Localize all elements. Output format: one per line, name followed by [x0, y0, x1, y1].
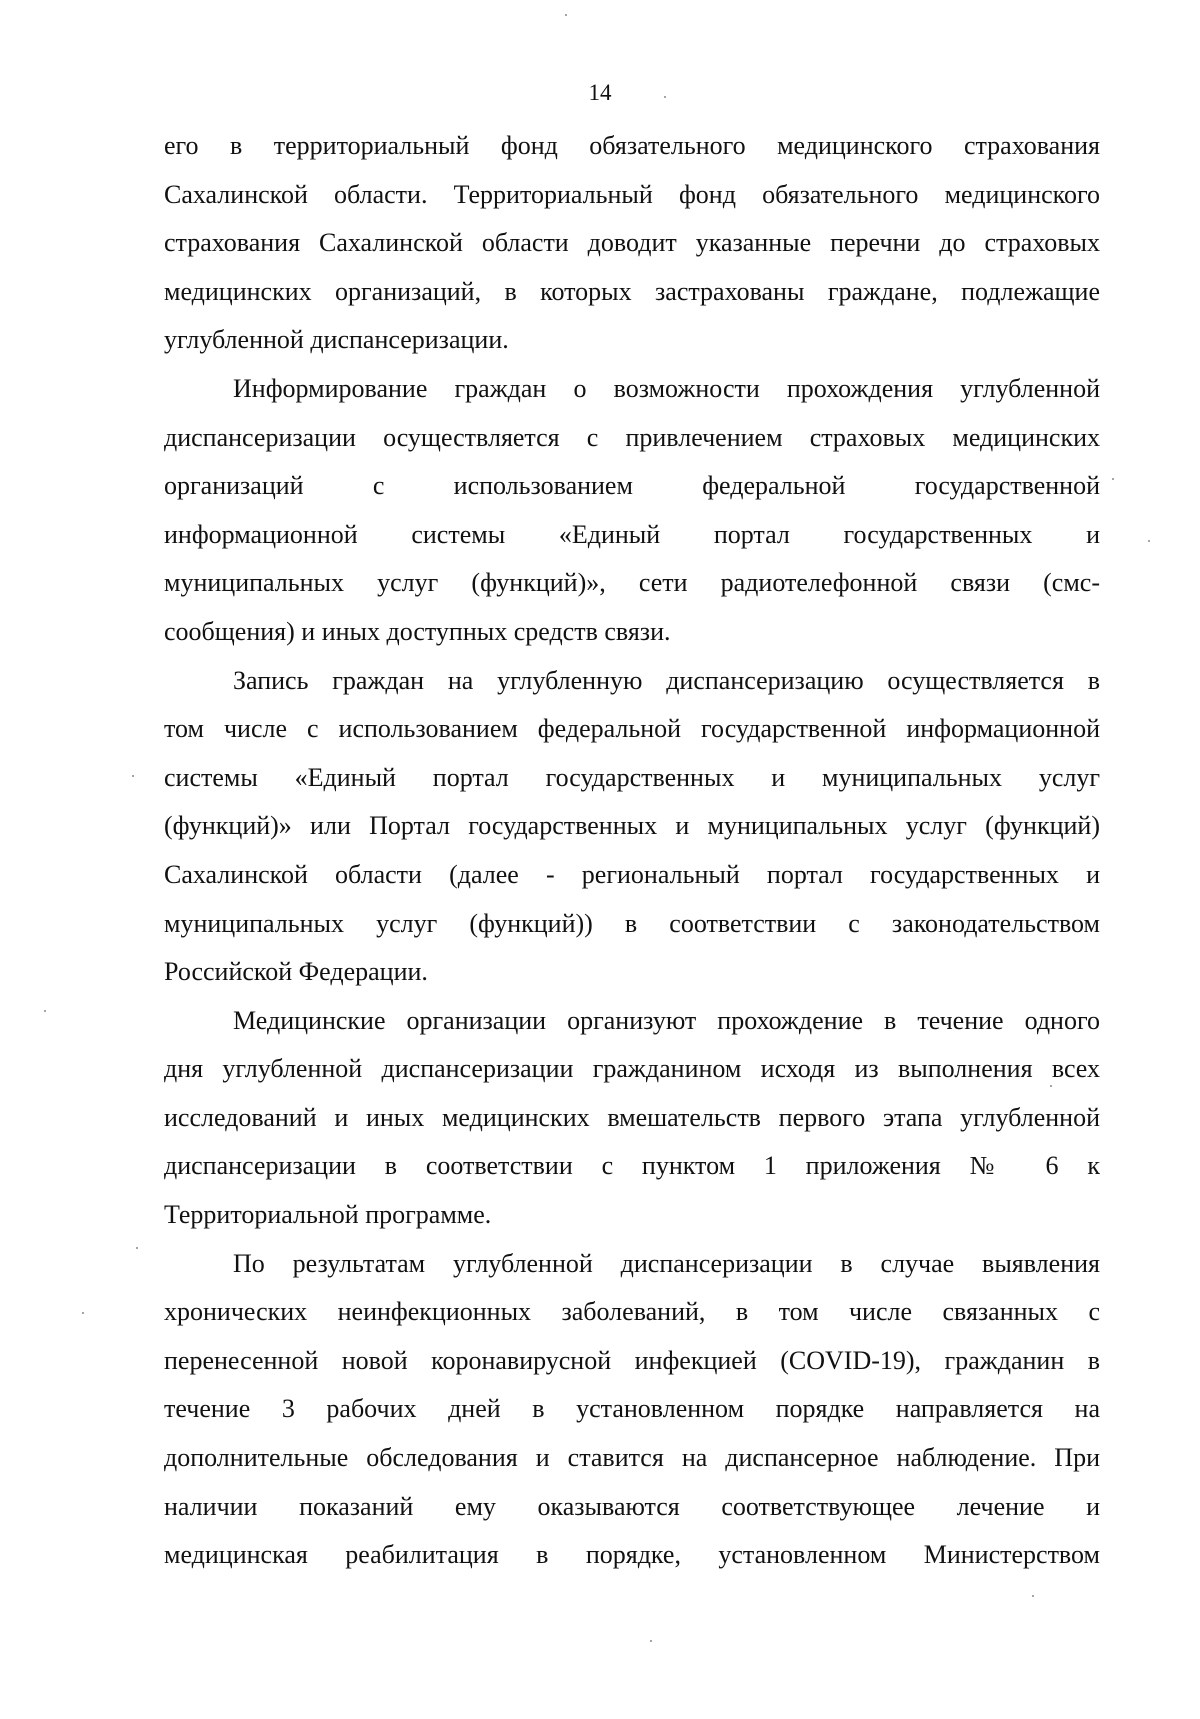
text-line: исследований и иных медицинских вмешательств первого этапа углубленной — [164, 1102, 1100, 1132]
text-line: наличии показаний ему оказываются соответствующее лечение и — [164, 1491, 1100, 1521]
text-line: дополнительные обследования и ставится на диспансерное наблюдение. При — [164, 1443, 1100, 1473]
text-line: перенесенной новой коронавирусной инфекцией (COVID-19), гражданин в — [164, 1345, 1100, 1375]
text-line: По результатам углубленной диспансеризации в случае выявления — [233, 1248, 1100, 1278]
page-number: 14 — [588, 80, 612, 105]
text-line: организаций с использованием федеральной государственной — [164, 471, 1100, 501]
text-line: течение 3 рабочих дней в установленном порядке направляется на — [164, 1394, 1100, 1424]
scan-speck — [650, 1640, 652, 1642]
text-line: системы «Единый портал государственных и муниципальных услуг — [164, 762, 1100, 792]
text-line: Информирование граждан о возможности прохождения углубленной — [233, 373, 1100, 403]
text-line: муниципальных услуг (функций)», сети радиотелефонной связи (смс- — [164, 568, 1100, 598]
text-line: Российской Федерации. — [164, 957, 428, 987]
text-line: Сахалинской области. Территориальный фонд обязательного медицинского — [164, 179, 1100, 209]
scan-speck — [136, 1247, 138, 1249]
text-line: его в территориальный фонд обязательного медицинского страхования — [164, 131, 1100, 160]
scan-speck — [1112, 478, 1114, 480]
text-line: хронических неинфекционных заболеваний, в том числе связанных с — [164, 1297, 1100, 1327]
text-line: диспансеризации осуществляется с привлечением страховых медицинских — [164, 422, 1100, 452]
paragraph-3 — [164, 657, 1100, 997]
text-line: дня углубленной диспансеризации гражданином исходя из выполнения всех — [164, 1054, 1100, 1084]
scan-speck — [82, 1312, 84, 1314]
scan-speck — [664, 96, 666, 98]
paragraph-1 — [164, 122, 1100, 365]
scan-speck — [565, 14, 567, 16]
text-line: сообщения) и иных доступных средств связи. — [164, 616, 671, 646]
text-line: Запись граждан на углубленную диспансеризацию осуществляется в — [233, 665, 1100, 695]
text-line: Территориальной программе. — [164, 1200, 492, 1230]
paragraph-4 — [164, 997, 1100, 1240]
scan-speck — [44, 1010, 46, 1012]
scan-speck — [132, 775, 134, 777]
scan-speck — [1032, 1595, 1034, 1597]
paragraph-2 — [164, 365, 1100, 657]
text-line: страхования Сахалинской области доводит указанные перечни до страховых — [164, 228, 1100, 258]
text-line: медицинская реабилитация в порядке, установленном Министерством — [164, 1540, 1100, 1570]
text-line: (функций)» или Портал государственных и муниципальных услуг (функций) — [164, 811, 1100, 841]
text-line: углубленной диспансеризации. — [164, 325, 509, 355]
text-line: Медицинские организации организуют прохождение в течение одного — [233, 1005, 1100, 1035]
text-line: диспансеризации в соответствии с пунктом 1 приложения № 6 к — [164, 1151, 1100, 1181]
paragraph-5 — [164, 1240, 1100, 1580]
text-line: Сахалинской области (далее - региональный портал государственных и — [164, 859, 1100, 889]
scan-speck — [1148, 540, 1150, 542]
body-text — [164, 122, 1100, 1580]
text-line: информационной системы «Единый портал государственных и — [164, 519, 1100, 549]
scan-speck — [1050, 1085, 1052, 1087]
text-line: муниципальных услуг (функций)) в соответствии с законодательством — [164, 908, 1100, 938]
text-line: том числе с использованием федеральной государственной информационной — [164, 714, 1100, 744]
text-line: медицинских организаций, в которых застрахованы граждане, подлежащие — [164, 276, 1100, 306]
